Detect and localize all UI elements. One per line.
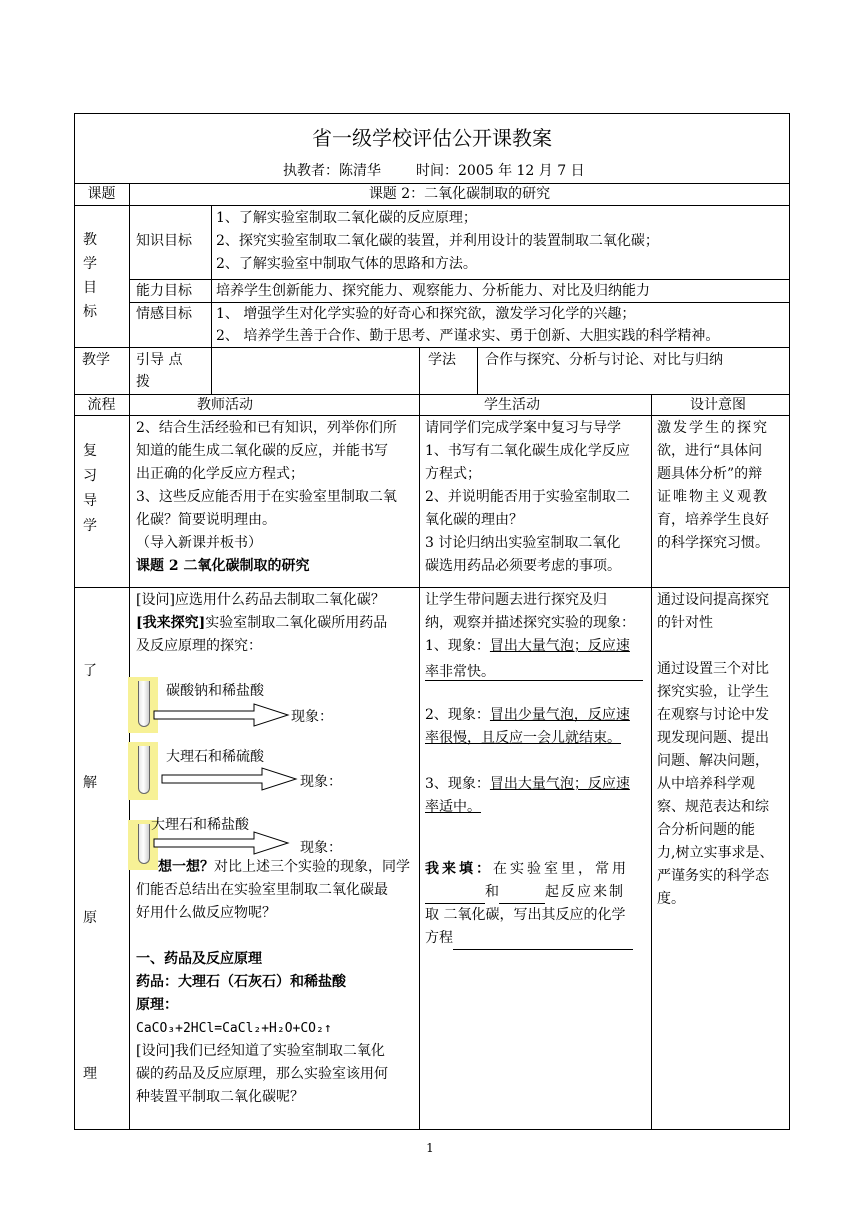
think-line: 想一想？对比上述三个实验的现象，同学	[158, 859, 410, 875]
fill-in-line: 我来填：在实验室里，常用	[425, 861, 629, 877]
teacher-name: 执教者：陈清华	[283, 163, 381, 179]
knowledge-goal-label: 知识目标	[136, 233, 192, 249]
observation-2: 2、现象：冒出少量气泡，反应速	[425, 707, 630, 723]
page-number: 1	[426, 1141, 434, 1155]
col-flow: 流程	[87, 397, 116, 413]
experiment-2: 大理石和稀硫酸	[166, 749, 264, 765]
blank-field-3	[453, 933, 633, 950]
experiment-3: 大理石和稀盐酸	[151, 817, 249, 833]
topic-value: 课题 2：二氧化碳制取的研究	[368, 186, 551, 202]
blank-field-1	[425, 887, 485, 904]
question-1: [设问]应选用什么药品去制取二氧化碳？	[136, 592, 385, 608]
guide-label: 引导 点	[136, 352, 183, 368]
ability-goal-content: 培养学生创新能力、探究能力、观察能力、分析能力、对比及归纳能力	[216, 283, 650, 299]
arrow-icon	[152, 830, 292, 856]
board-title: 课题 2 二氧化碳制取的研究	[136, 558, 310, 574]
lesson-date: 时间：2005 年 12 月 7 日	[416, 163, 585, 179]
phenomenon-2: 现象：	[300, 774, 342, 790]
blank-field-2	[499, 887, 545, 904]
chemical-equation: CaCO₃+2HCl=CaCl₂+H₂O+CO₂↑	[136, 1021, 332, 1036]
arrow-icon	[152, 702, 292, 728]
topic-label: 课题	[87, 186, 116, 202]
section-title: 一、药品及反应原理	[136, 951, 262, 967]
experiment-1: 碳酸钠和稀盐酸	[166, 683, 264, 699]
observation-1: 1、现象：冒出大量气泡；反应速	[425, 638, 630, 654]
explore-line: [我来探究]实验室制取二氧化碳所用药品	[136, 615, 388, 631]
ability-goal-label: 能力目标	[136, 283, 192, 299]
principle-label: 原理：	[136, 997, 178, 1013]
page-title: 省一级学校评估公开课教案	[312, 126, 552, 150]
observation-3: 3、现象：冒出大量气泡；反应速	[425, 776, 630, 792]
arrow-icon	[160, 766, 300, 792]
study-method-value: 合作与探究、分析与讨论、对比与归纳	[485, 352, 723, 368]
phenomenon-3: 现象：	[300, 840, 342, 856]
test-tube-icon	[128, 742, 158, 800]
drug-line: 药品：大理石（石灰石）和稀盐酸	[136, 974, 346, 990]
guide-label-2: 拨	[136, 374, 150, 390]
emotion-goal-label: 情感目标	[136, 306, 192, 322]
phenomenon-1: 现象：	[291, 709, 333, 725]
col-design: 设计意图	[690, 397, 746, 413]
teaching-method-label: 教学	[82, 352, 110, 368]
col-student: 学生活动	[484, 397, 540, 413]
col-teacher: 教师活动	[197, 397, 253, 413]
study-method-label: 学法	[428, 352, 456, 368]
